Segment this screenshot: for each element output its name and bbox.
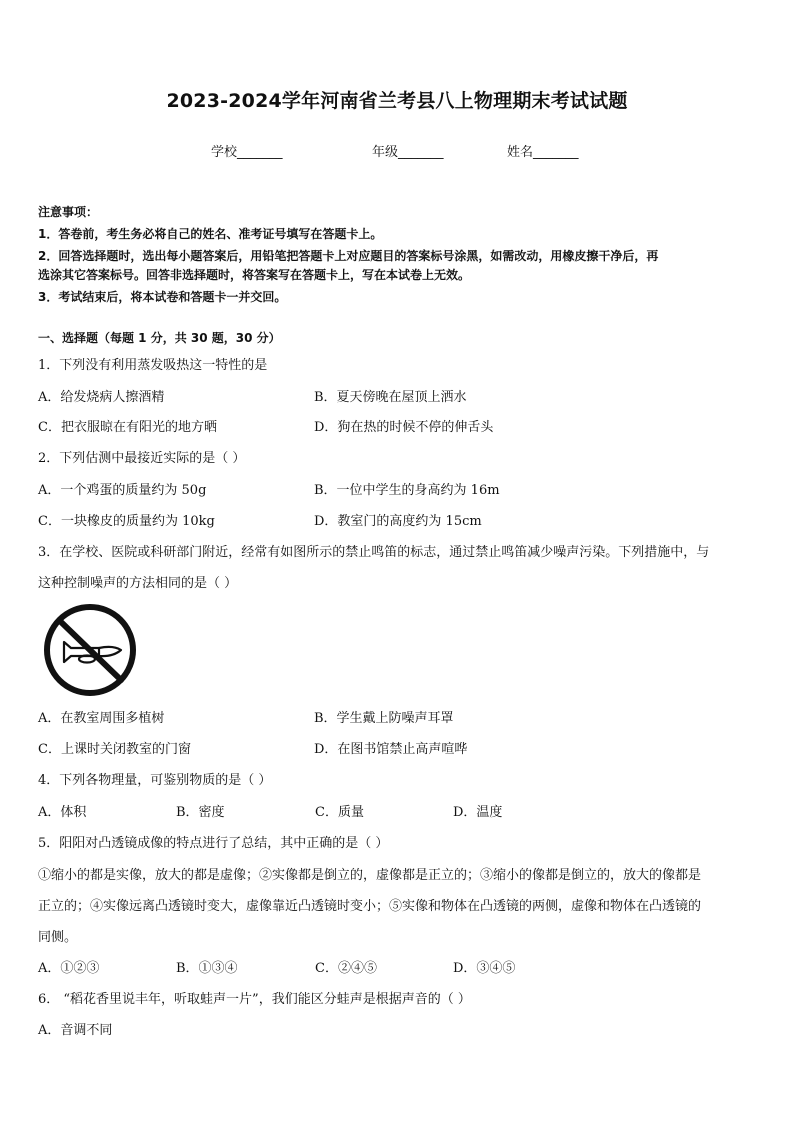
- q1-option-a: A．给发烧病人擦酒精: [38, 390, 165, 405]
- question-2: 2．下列估测中最接近实际的是（ ）: [38, 451, 246, 466]
- q3-option-b: B．学生戴上防噪声耳罩: [314, 711, 454, 726]
- q3-option-a: A．在教室周围多植树: [38, 711, 165, 726]
- q1-option-c: C．把衣服晾在有阳光的地方晒: [38, 420, 217, 435]
- q5-option-c: C．②④⑤: [315, 961, 377, 976]
- note-2: 2．回答选择题时，选出每小题答案后，用铅笔把答题卡上对应题目的答案标号涂黑，如需改动，用橡皮擦干净后，再: [38, 249, 659, 263]
- q2-option-a: A．一个鸡蛋的质量约为 50g: [38, 483, 207, 498]
- q4-option-d: D．温度: [453, 805, 503, 820]
- question-5: 5．阳阳对凸透镜成像的特点进行了总结，其中正确的是（ ）: [38, 836, 389, 851]
- q5-option-a: A．①②③: [38, 961, 100, 976]
- q6-option-a: A．音调不同: [38, 1023, 113, 1038]
- section-heading: 一、选择题（每题 1 分，共 30 题，30 分）: [38, 331, 281, 345]
- q3-option-c: C．上课时关闭教室的门窗: [38, 742, 191, 757]
- notes-heading: 注意事项：: [38, 205, 99, 219]
- q2-option-d: D．教室门的高度约为 15cm: [314, 514, 482, 529]
- page-title: 2023-2024学年河南省兰考县八上物理期末考试试题: [166, 90, 628, 112]
- q2-option-c: C．一块橡皮的质量约为 10kg: [38, 514, 215, 529]
- note-1: 1．答卷前，考生务必将自己的姓名、准考证号填写在答题卡上。: [38, 227, 383, 241]
- note-3: 3．考试结束后，将本试卷和答题卡一并交回。: [38, 290, 287, 304]
- note-2-cont: 选涂其它答案标号。回答非选择题时，将答案写在答题卡上，写在本试卷上无效。: [38, 268, 471, 282]
- q1-option-b: B．夏天傍晚在屋顶上洒水: [314, 390, 467, 405]
- q1-option-d: D．狗在热的时候不停的伸舌头: [314, 420, 494, 435]
- question-3-cont: 这种控制噪声的方法相同的是（ ）: [38, 576, 238, 591]
- no-horn-sign-icon: [41, 604, 139, 696]
- question-1: 1．下列没有利用蒸发吸热这一特性的是: [38, 358, 268, 373]
- q4-option-a: A．体积: [38, 805, 87, 820]
- q3-option-d: D．在图书馆禁止高声喧哗: [314, 742, 468, 757]
- q4-option-b: B．密度: [176, 805, 225, 820]
- q5-option-d: D．③④⑤: [453, 961, 516, 976]
- school-field: 学校_______: [211, 145, 283, 160]
- grade-field: 年级_______: [372, 145, 444, 160]
- q5-option-b: B．①③④: [176, 961, 238, 976]
- q2-option-b: B．一位中学生的身高约为 16m: [314, 483, 500, 498]
- question-4: 4．下列各物理量，可鉴别物质的是（ ）: [38, 773, 272, 788]
- q4-option-c: C．质量: [315, 805, 364, 820]
- question-5-line3: 正立的；④实像远离凸透镜时变大，虚像靠近凸透镜时变小；⑤实像和物体在凸透镜的两侧，虚像和物体在凸透镜的: [38, 899, 702, 914]
- question-5-line4: 同侧。: [38, 930, 78, 945]
- question-3: 3．在学校、医院或科研部门附近，经常有如图所示的禁止鸣笛的标志，通过禁止鸣笛减少噪声污染。下列措施中，与: [38, 545, 710, 560]
- question-5-line2: ①缩小的都是实像，放大的都是虚像；②实像都是倒立的，虚像都是正立的；③缩小的像都是倒立的，放大的像都是: [38, 868, 702, 883]
- question-6: 6． “稻花香里说丰年，听取蛙声一片”，我们能区分蛙声是根据声音的（ ）: [38, 992, 471, 1007]
- name-field: 姓名_______: [507, 145, 579, 160]
